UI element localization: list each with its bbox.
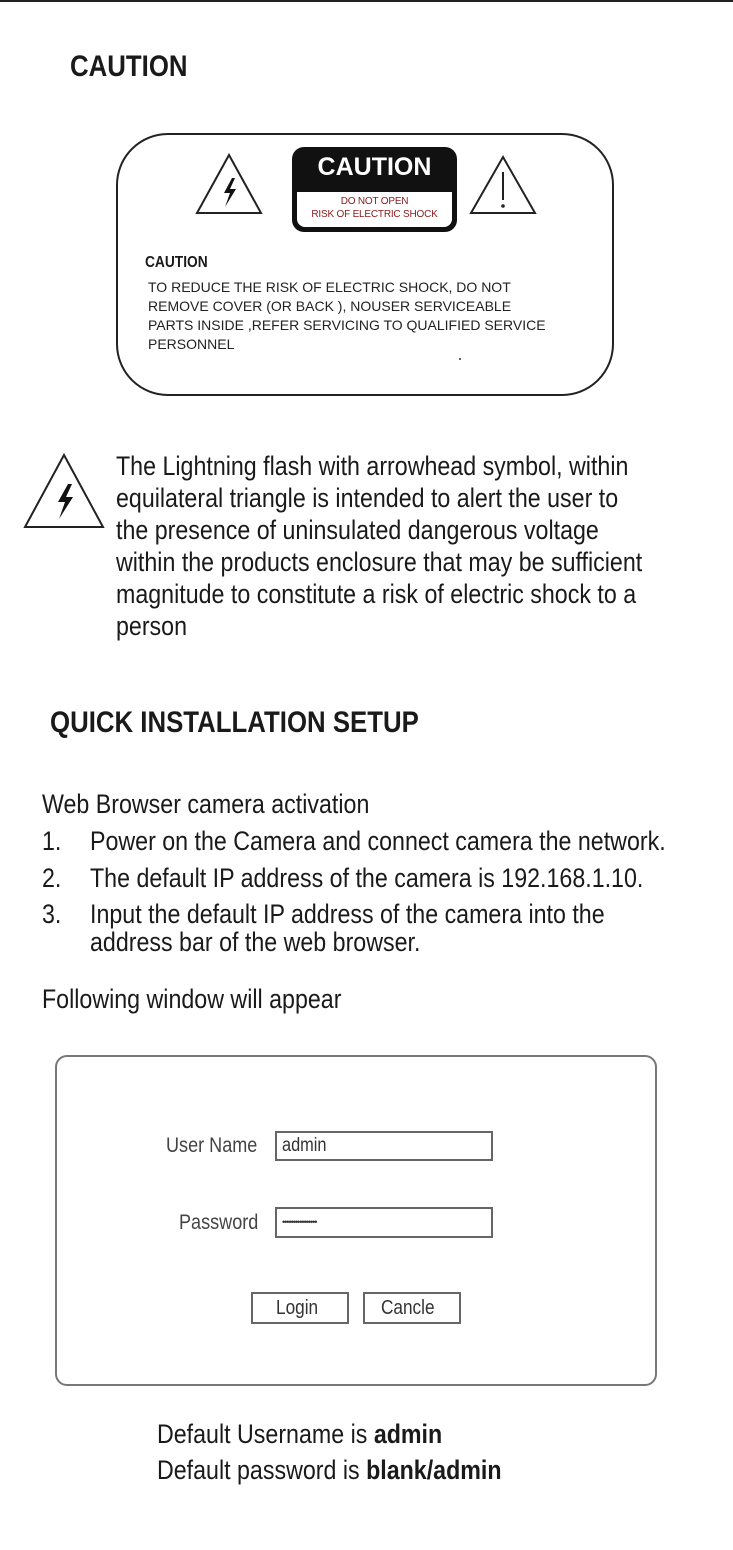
step-number: 1. [42,826,62,856]
quick-setup-heading: QUICK INSTALLATION SETUP [50,706,419,739]
label-line: REMOVE COVER (OR BACK ), NOUSER SERVICEABLE [148,298,512,314]
caution-heading: CAUTION [70,50,188,83]
warning-line: magnitude to constitute a risk of electric shock to a [116,579,637,609]
step-text-continued: address bar of the web browser. [90,927,421,957]
caution-badge [292,147,457,232]
badge-line-do-not-open: DO NOT OPEN [340,196,409,207]
badge-title: CAUTION [317,153,432,181]
default-username-value: admin [373,1419,443,1449]
warning-line: equilateral triangle is intended to alert the user to [116,483,619,513]
username-label: User Name [166,1134,258,1157]
cancel-button[interactable]: Cancle [363,1292,461,1324]
default-password-value: blank/admin [366,1455,502,1485]
username-input[interactable]: admin [275,1131,493,1161]
following-window-text: Following window will appear [42,984,342,1014]
setup-intro: Web Browser camera activation [42,789,370,819]
warning-line: person [116,611,188,641]
login-button[interactable]: Login [251,1292,349,1324]
badge-inner [297,192,452,227]
label-caution-text [148,278,546,354]
top-border [0,0,733,2]
default-username [157,1419,489,1450]
exclamation-triangle-icon [468,154,538,216]
lightning-warning-icon [22,452,106,530]
password-label: Password [179,1211,259,1234]
warning-line: The Lightning flash with arrowhead symbol, within [116,451,629,481]
label-line: PERSONNEL [148,336,235,352]
password-input[interactable]: •••••••••••••••• [275,1207,493,1238]
label-caution-title: CAUTION [145,254,208,271]
default-username-prefix: Default Username is [157,1419,374,1449]
lightning-triangle-icon [194,152,264,216]
step-text: The default IP address of the camera is 192.168.1.10. [90,863,644,893]
step-text: Power on the Camera and connect camera the network. [90,826,666,856]
badge-line-risk: RISK OF ELECTRIC SHOCK [311,209,438,220]
warning-line: within the products enclosure that may be sufficient [116,547,643,577]
default-password-prefix: Default password is [157,1455,367,1485]
default-password [157,1455,558,1486]
warning-line: the presence of uninsulated dangerous voltage [116,515,599,545]
stray-dot [459,358,461,360]
label-line: TO REDUCE THE RISK OF ELECTRIC SHOCK, DO NOT [148,279,511,295]
label-line: PARTS INSIDE ,REFER SERVICING TO QUALIFIED SERVICE [148,317,546,333]
step-text: Input the default IP address of the camera into the [90,899,605,929]
lightning-warning-text [116,450,728,642]
step-number: 3. [42,899,62,929]
step-number: 2. [42,863,62,893]
